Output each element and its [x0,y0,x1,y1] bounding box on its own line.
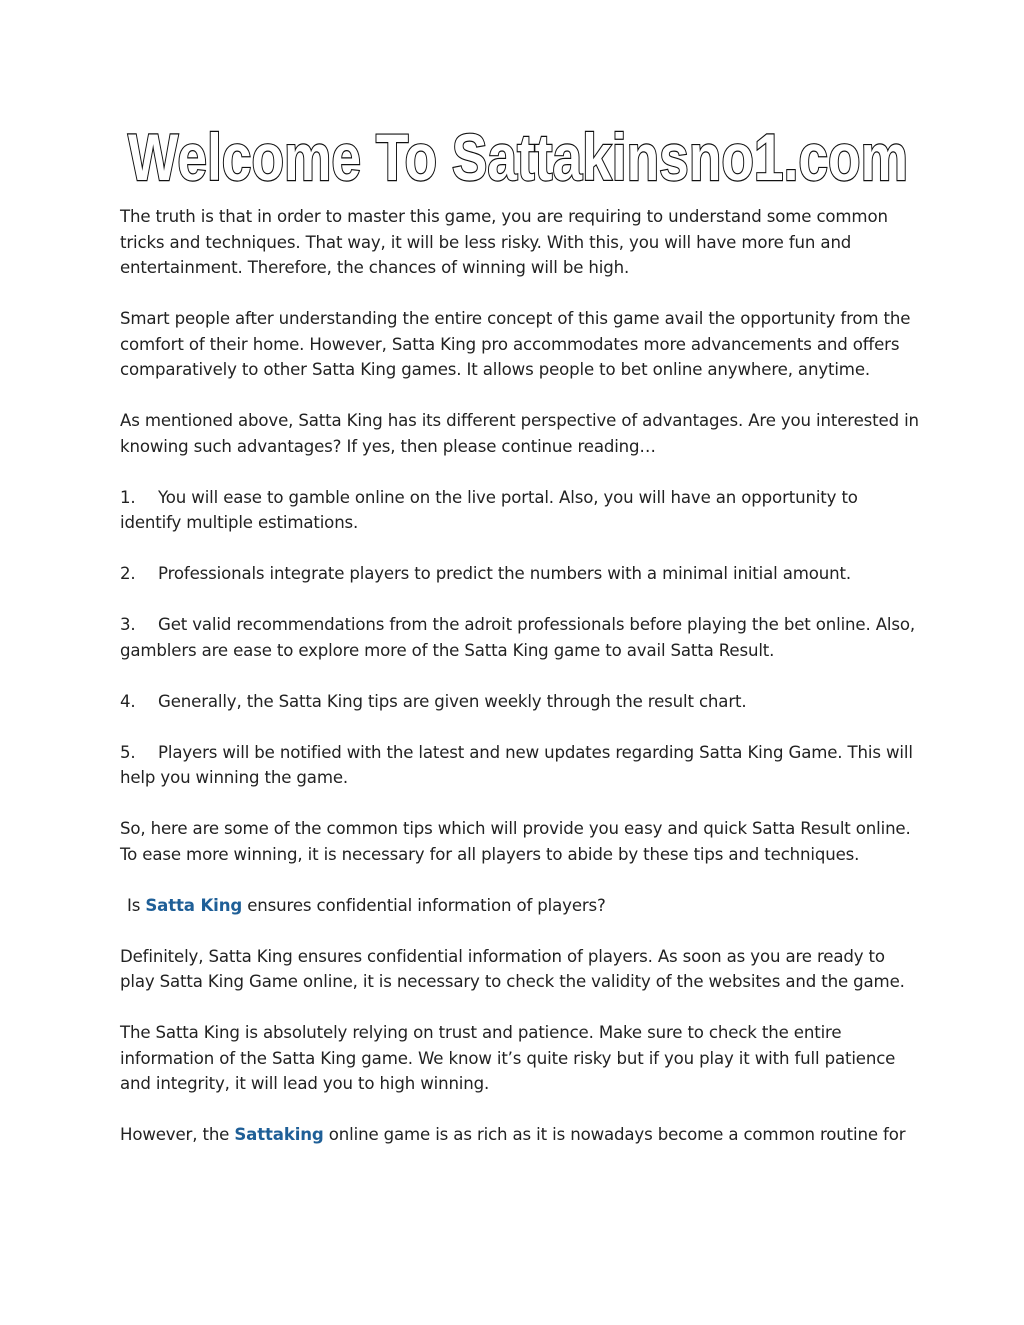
list-text: Professionals integrate players to predict the numbers with a minimal initial amount. [158,564,851,583]
closing-suffix: online game is as rich as it is nowadays become a common routine for [328,1125,906,1144]
document-page [120,110,920,1173]
list-number: 5. [120,742,136,762]
list-text: Generally, the Satta King tips are given weekly through the result chart. [158,691,747,711]
page-title [120,110,920,194]
list-number: 2. [120,564,136,583]
list-item [120,485,920,536]
title-wordart [120,110,920,194]
answer-paragraph: Definitely, Satta King ensures confidential information of players. As soon as you are ready to play Satta King Game online, it is necessary to check the validity of the websites and the game. [120,946,905,991]
list-text: You will ease to gamble online on the live portal. Also, you will have an opportunity to identify multiple estimations. [120,487,858,532]
question-heading [120,893,920,919]
list-text: Get valid recommendations from the adroit professionals before playing the bet online. Also, gamblers are ease to explore more of the Satta King game to avail Satta Result. [120,615,916,660]
list-item [120,561,920,587]
question-prefix: Is [127,895,141,915]
list-item [120,689,920,715]
intro-paragraph: The truth is that in order to master this game, you are requiring to understand some common tricks and techniques. That way, it will be less risky. With this, you will have more fun and entertainment. Therefore, the chances of winning will be high. [120,207,888,277]
closing-paragraph [120,1122,920,1148]
list-text: Players will be notified with the latest and new updates regarding Satta King Game. This will help you winning the game. [120,742,913,787]
concept-paragraph: Smart people after understanding the entire concept of this game avail the opportunity from the comfort of their home. However, Satta King pro accommodates more advancements and offers comparatively to other Satta King games. It allows people to bet online anywhere, anytime. [120,309,911,379]
advantages-paragraph: As mentioned above, Satta King has its different perspective of advantages. Are you interested in knowing such advantages? If yes, then please continue reading… [120,411,919,456]
list-number: 3. [120,615,136,634]
list-number: 4. [120,691,136,711]
sattaking-link[interactable]: Sattaking [234,1125,324,1144]
list-number: 1. [120,487,136,507]
satta-king-link[interactable]: Satta King [145,895,243,915]
title-text: Welcome To Sattakinsno1.com [128,120,908,194]
summary-paragraph: So, here are some of the common tips which will provide you easy and quick Satta Result online. To ease more winning, it is necessary for all players to abide by these tips and techniques. [120,819,911,864]
closing-prefix: However, the [120,1125,230,1144]
question-suffix: ensures confidential information of players? [247,895,606,915]
list-item [120,740,920,791]
list-item [120,612,920,663]
trust-paragraph: The Satta King is absolutely relying on trust and patience. Make sure to check the entire information of the Satta King game. We know it’s quite risky but if you play it with full patience and integrity, it will lead you to high winning. [120,1023,896,1093]
